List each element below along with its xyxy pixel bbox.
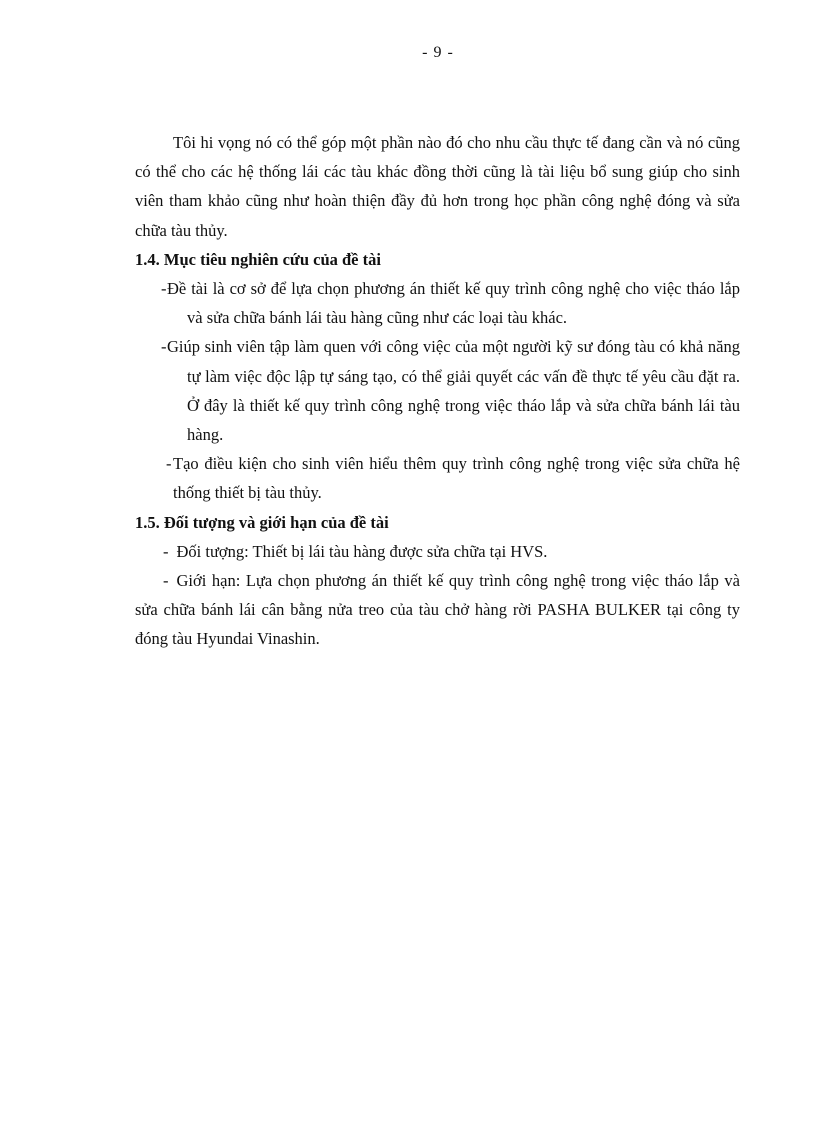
- list-item: [135, 332, 740, 449]
- section-heading-1-5: 1.5. Đối tượng và giới hạn của đề tài: [135, 512, 389, 532]
- section-heading-1-4: 1.4. Mục tiêu nghiên cứu của đề tài: [135, 249, 381, 269]
- bullet-dash: -: [163, 541, 169, 561]
- bullet-dash: -: [163, 571, 169, 591]
- scope-list: [135, 537, 740, 654]
- list-item-text: Giới hạn: Lựa chọn phương án thiết kế quy trình công nghệ trong việc tháo lắp và sửa chữa bánh lái cân bằng nửa treo của tàu chở hàng rời PASHA BULKER tại công ty đóng tàu Hyundai Vinashin.: [135, 571, 740, 649]
- list-item-text: Giúp sinh viên tập làm quen với công việc của một người kỹ sư đóng tàu có khả năng tự làm việc độc lập tự sáng tạo, có thể giải quyết các vấn đề thực tế yêu cầu đặt ra. Ở đây là thiết kế quy trình công nghệ trong việc tháo lắp và sửa chữa bánh lái tàu hàng.: [167, 337, 740, 445]
- page-number: - 9 -: [422, 44, 454, 61]
- list-item-text: Đề tài là cơ sở để lựa chọn phương án thiết kế quy trình công nghệ cho việc tháo lắp và sửa chữa bánh lái tàu hàng cũng như các loại tàu khác.: [167, 279, 740, 328]
- list-item: [135, 274, 740, 332]
- page-content: [135, 128, 740, 654]
- bullet-dash: -: [161, 279, 167, 299]
- intro-paragraph: Tôi hi vọng nó có thể góp một phần nào đó cho nhu cầu thực tế đang cần và nó cũng có thể cho các hệ thống lái các tàu khác đồng thời cũng là tài liệu bổ sung giúp cho sinh viên tham khảo cũng như hoàn thiện đầy đủ hơn trong học phần công nghệ đóng và sửa chữa tàu thủy.: [135, 133, 740, 240]
- bullet-dash: -: [166, 454, 172, 474]
- list-item: [135, 537, 740, 566]
- objectives-list: [135, 274, 740, 508]
- list-item: [135, 449, 740, 507]
- list-item-text: Đối tượng: Thiết bị lái tàu hàng được sửa chữa tại HVS.: [176, 541, 548, 561]
- list-item-text: Tạo điều kiện cho sinh viên hiểu thêm quy trình công nghệ trong việc sửa chữa hệ thống thiết bị tàu thủy.: [173, 454, 740, 503]
- list-item: [135, 566, 740, 654]
- bullet-dash: -: [161, 337, 167, 357]
